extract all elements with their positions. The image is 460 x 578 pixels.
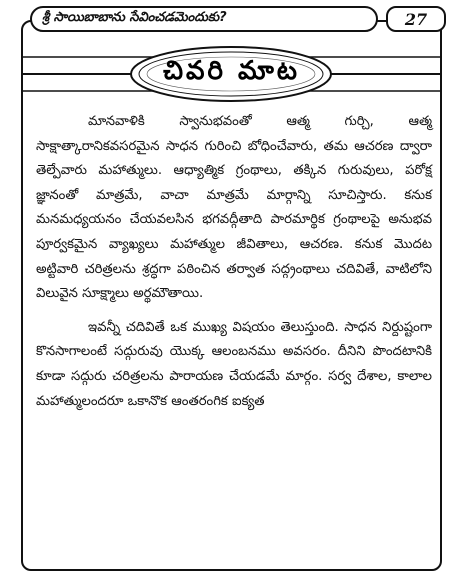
chapter-title: చివరి మాట (163, 56, 300, 86)
page-number-box (386, 6, 446, 32)
chapter-title-band (21, 45, 442, 103)
page-number: 27 (404, 9, 428, 29)
body-text (36, 110, 432, 414)
running-title: శ్రీ సాయిబాబాను సేవించడమెందుకు? (42, 10, 227, 25)
running-header (30, 6, 378, 32)
paragraph: ఇవన్నీ చదివితే ఒక ముఖ్య విషయం తెలుస్తుంది. సాధన నిర్దుష్టంగా కొనసాగాలంటే సద్గురువు యొక్క ఆలంబనము అవసరం. దీనిని పొందటానికి కూడా సద్గురు చరిత్రలను పారాయణ చేయడమే మార్గం. సర్వ దేశాల, కాలాల మహాత్ములందరూ ఒకానొక ఆంతరంగిక ఐక్యత (36, 319, 432, 409)
paragraph: మానవాళికి స్వానుభవంతో ఆత్మ గుర్చి, ఆత్మ సాక్షాత్కారానికవసరమైన సాధన గురించి బోధించేవారు, తమ ఆచరణ ద్వారా తెల్పేవారు మహాత్ములు. ఆధ్యాత్మిక గ్రంథాలు, తక్కిన గురువులు, పరోక్ష జ్ఞానంతో మాత్రమే, వాచా మాత్రమే మార్గాన్ని సూచిస్తారు. కనుక మనమధ్యయనం చేయవలసిన భగవద్గీతాది పారమార్థిక గ్రంథాలపై అనుభవ పూర్వకమైన వ్యాఖ్యలు మహాత్ముల జీవితాలు, ఆచరణ. కనుక మొదట అట్టివారి చరిత్రలను శ్రద్ధగా పఠించిన తర్వాత సద్గ్రంథాలు చదివితే, వాటిలోని విలువైన సూక్ష్మాలు అర్థమౌతాయి. (36, 114, 432, 302)
